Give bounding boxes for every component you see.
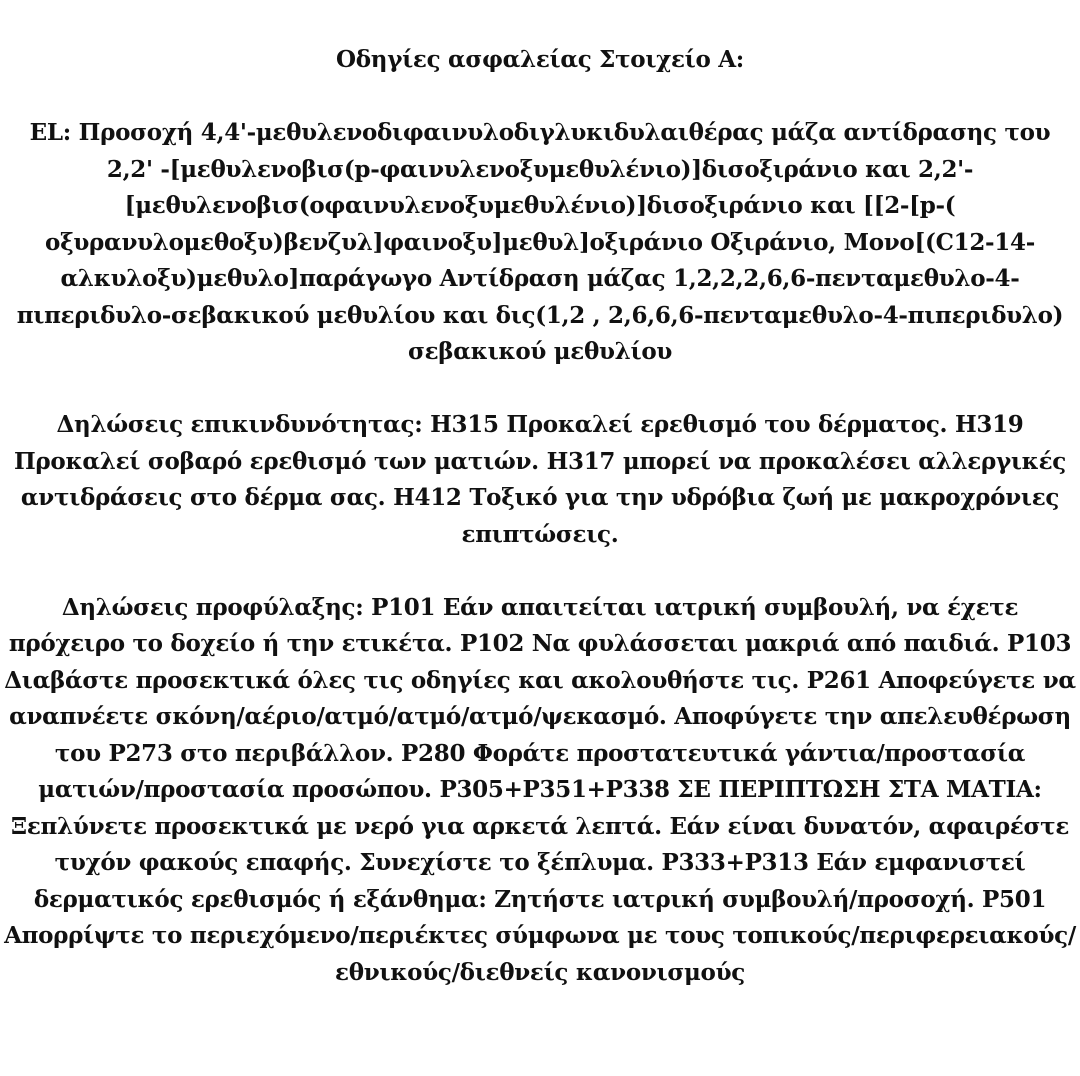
safety-document (0, 42, 1080, 1028)
precautionary-statements-paragraph: Δηλώσεις προφύλαξης: P101 Εάν απαιτείται ιατρική συμβουλή, να έχετε πρόχειρο το δοχείο ή την ετικέτα. P102 Να φυλάσσεται μακριά από παιδιά. P103 Διαβάστε προσεκτικά όλες τις οδηγίες και ακολουθήστε τις. P261 Αποφεύγετε να αναπνέετε σκόνη/αέριο/ατμό/ατμό/ατμό/ψεκασμό. Αποφύγετε την απελευθέρωση του P273 στο περιβάλλον. P280 Φοράτε προστατευτικά γάντια/προστασία ματιών/προστασία προσώπου. P305+P351+P338 ΣΕ ΠΕΡΙΠΤΩΣΗ ΣΤΑ ΜΑΤΙΑ: Ξεπλύνετε προσεκτικά με νερό για αρκετά λεπτά. Εάν είναι δυνατόν, αφαιρέστε τυχόν φακούς επαφής. Συνεχίστε το ξέπλυμα. P333+P313 Εάν εμφανιστεί δερματικός ερεθισμός ή εξάνθημα: Ζητήστε ιατρική συμβουλή/προσοχή. P501 Απορρίψτε το περιεχόμενο/περιέκτες σύμφωνα με τους τοπικούς/περιφερειακούς/εθνικούς/διεθνείς κανονισμούς (4, 593, 1076, 986)
document-title: Οδηγίες ασφαλείας Στοιχείο A: (336, 46, 744, 73)
hazard-statements-paragraph: Δηλώσεις επικινδυνότητας: H315 Προκαλεί ερεθισμό του δέρματος. H319 Προκαλεί σοβαρό ερεθισμό των ματιών. H317 μπορεί να προκαλέσει αλλεργικές αντιδράσεις στο δέρμα σας. H412 Τοξικό για την υδρόβια ζωή με μακροχρόνιες επιπτώσεις. (14, 411, 1066, 548)
composition-paragraph: EL: Προσοχή 4,4'-μεθυλενοδιφαινυλοδιγλυκιδυλαιθέρας μάζα αντίδρασης του 2,2' -[μεθυλενοβισ(p-φαινυλενοξυμεθυλένιο)]δισοξιράνιο και 2,2'-[μεθυλενοβισ(οφαινυλενοξυμεθυλένιο)]δισοξιράνιο και [[2-[p-( οξυρανυλομεθοξυ)βενζυλ]φαινοξυ]μεθυλ]οξιράνιο Οξιράνιο, Μονο[(C12-14-αλκυλοξυ)μεθυλο]παράγωγο Αντίδραση μάζας 1,2,2,2,6,6-πενταμεθυλο-4-πιπεριδυλο-σεβακικού μεθυλίου και δις(1,2 , 2,6,6,6-πενταμεθυλο-4-πιπεριδυλο) σεβακικού μεθυλίου (16, 119, 1064, 365)
